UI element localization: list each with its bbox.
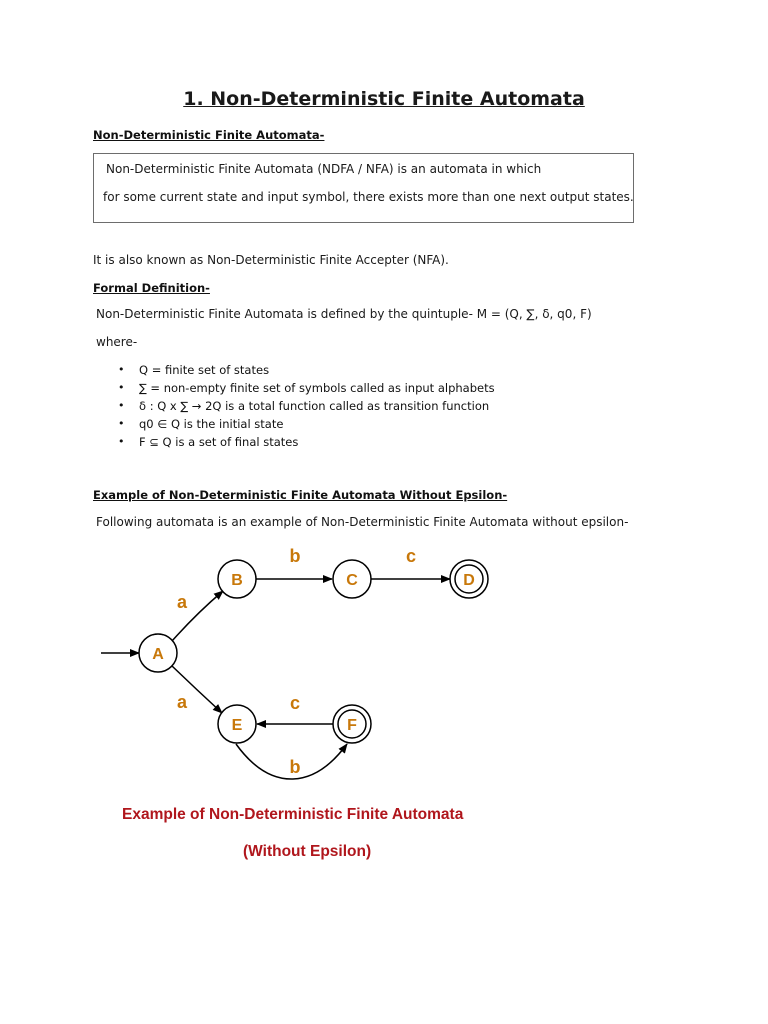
state-d-label: D <box>463 572 475 589</box>
where-text: where- <box>96 335 138 349</box>
also-known-text: It is also known as Non-Deterministic Finite Accepter (NFA). <box>93 253 449 267</box>
bullet-text: Q = finite set of states <box>139 363 270 377</box>
state-c-label: C <box>346 572 358 589</box>
bullet-icon: • <box>118 399 125 412</box>
state-a-label: A <box>152 646 164 663</box>
edge-label-f-to-e: c <box>289 693 301 713</box>
bullet-icon: • <box>118 435 125 448</box>
quintuple-text: Non-Deterministic Finite Automata is defined by the quintuple- M = (Q, ∑, δ, q0, F) <box>96 307 592 321</box>
edge-label-a-to-b: a <box>176 592 188 612</box>
bullet-text: F ⊆ Q is a set of final states <box>139 435 299 449</box>
bullet-icon: • <box>118 363 125 376</box>
definition-line-2: for some current state and input symbol, there exists more than one next output states. <box>103 190 634 204</box>
bullet-icon: • <box>118 417 125 430</box>
edge-label-c-to-d: c <box>405 546 417 566</box>
page-title: 1. Non-Deterministic Finite Automata <box>183 88 585 110</box>
formal-definition-heading: Formal Definition- <box>93 281 210 295</box>
bullet-text: δ : Q x ∑ → 2Q is a total function called as transition function <box>139 399 490 413</box>
state-b-label: B <box>231 572 243 589</box>
diagram-caption-line-1: Example of Non-Deterministic Finite Automata <box>122 806 464 823</box>
state-e-label: E <box>231 717 243 734</box>
bullet-text: ∑ = non-empty finite set of symbols called as input alphabets <box>139 381 495 395</box>
edge-label-a-to-e: a <box>176 692 188 712</box>
section-heading-nfa: Non-Deterministic Finite Automata- <box>93 128 325 142</box>
example-heading: Example of Non-Deterministic Finite Automata Without Epsilon- <box>93 488 508 502</box>
edge-label-b-to-c: b <box>289 546 301 566</box>
definition-line-1: Non-Deterministic Finite Automata (NDFA / NFA) is an automata in which <box>106 162 542 176</box>
edge-label-e-to-f: b <box>289 757 301 777</box>
bullet-icon: • <box>118 381 125 394</box>
diagram-caption-line-2: (Without Epsilon) <box>243 843 372 860</box>
example-intro-text: Following automata is an example of Non-Deterministic Finite Automata without epsilon- <box>96 515 629 529</box>
state-f-label: F <box>347 717 357 734</box>
bullet-text: q0 ∈ Q is the initial state <box>139 417 284 431</box>
